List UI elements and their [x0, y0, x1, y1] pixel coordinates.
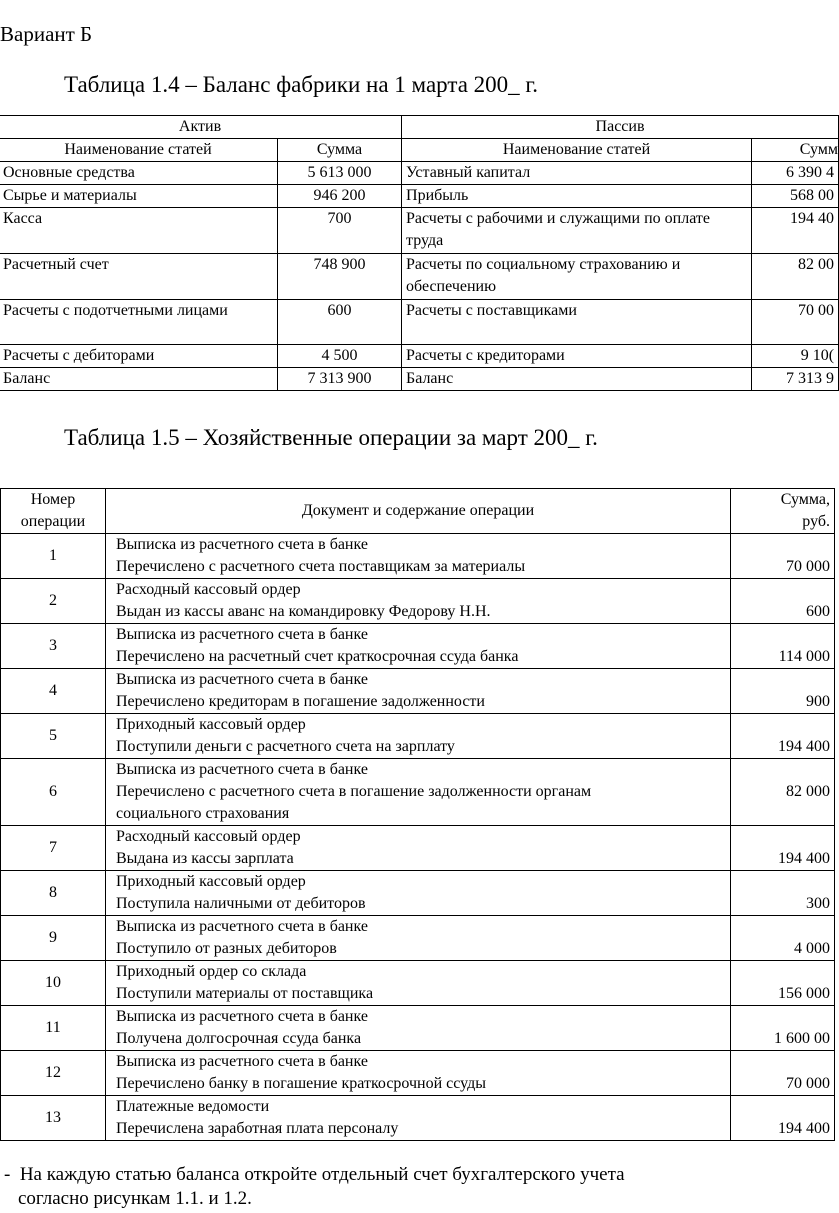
operation-row — [1, 624, 835, 669]
operation-document: Выписка из расчетного счета в банке — [116, 671, 368, 688]
passiv-item-name: Прибыль — [402, 185, 752, 208]
operation-content: Выдана из кассы зарплата — [116, 850, 294, 867]
footnote — [4, 1163, 625, 1211]
balance-row — [0, 345, 839, 368]
aktiv-item-name: Баланс — [0, 368, 278, 391]
aktiv-item-name: Расчеты с подотчетными лицами — [0, 300, 278, 345]
operation-number: 8 — [1, 871, 106, 916]
operation-content: Перечислено кредиторам в погашение задолженности — [116, 693, 485, 710]
operation-description — [106, 1051, 731, 1096]
operation-content: Поступило от разных дебиторов — [116, 940, 337, 957]
operation-description — [106, 826, 731, 871]
passiv-item-sum: 194 40 — [752, 208, 839, 254]
operation-sum: 70 000 — [731, 1051, 835, 1096]
operation-number: 13 — [1, 1096, 106, 1141]
operation-number-header-line2: операции — [20, 513, 86, 530]
operation-document: Приходный ордер со склада — [116, 963, 307, 980]
operation-number: 4 — [1, 669, 106, 714]
operation-row — [1, 826, 835, 871]
operation-row — [1, 669, 835, 714]
aktiv-item-sum: 946 200 — [278, 185, 402, 208]
operation-content: Перечислено с расчетного счета поставщикам за материалы — [116, 558, 526, 575]
operation-description — [106, 624, 731, 669]
operation-sum: 194 400 — [731, 714, 835, 759]
passiv-item-sum: 9 10( — [752, 345, 839, 368]
passiv-item-name: Баланс — [402, 368, 752, 391]
operation-number: 9 — [1, 916, 106, 961]
aktiv-item-name: Сырье и материалы — [0, 185, 278, 208]
operation-description — [106, 871, 731, 916]
operation-content: Перечислено банку в погашение краткосрочной ссуды — [116, 1075, 487, 1092]
operation-row — [1, 1051, 835, 1096]
operation-document: Платежные ведомости — [116, 1098, 270, 1115]
passiv-name-column-header: Наименование статей — [402, 139, 752, 162]
balance-row — [0, 185, 839, 208]
aktiv-item-sum: 7 313 900 — [278, 368, 402, 391]
passiv-item-name: Уставный капитал — [402, 162, 752, 185]
operation-content: Перечислено на расчетный счет краткосрочная ссуда банка — [116, 648, 519, 665]
balance-row — [0, 162, 839, 185]
operation-number: 2 — [1, 579, 106, 624]
operation-content: Поступила наличными от дебиторов — [116, 895, 366, 912]
passiv-header: Пассив — [402, 116, 839, 139]
operation-document: Выписка из расчетного счета в банке — [116, 918, 368, 935]
sum-header-line1: Сумма, — [780, 491, 830, 508]
balance-row — [0, 254, 839, 300]
table-1-5-title: Таблица 1.5 – Хозяйственные операции за март 200_ г. — [64, 425, 598, 450]
balance-table — [0, 115, 839, 391]
operation-content: Перечислено с расчетного счета в погашение задолженности органам — [116, 783, 592, 800]
operation-sum: 82 000 — [731, 759, 835, 826]
operation-content: Перечислена заработная плата персоналу — [116, 1120, 399, 1137]
operation-number: 7 — [1, 826, 106, 871]
aktiv-sum-column-header: Сумма — [278, 139, 402, 162]
balance-row — [0, 300, 839, 345]
operation-description — [106, 714, 731, 759]
operation-sum: 300 — [731, 871, 835, 916]
passiv-item-name: Расчеты с поставщиками — [402, 300, 752, 345]
aktiv-item-sum: 700 — [278, 208, 402, 254]
operation-number: 3 — [1, 624, 106, 669]
operation-number: 1 — [1, 534, 106, 579]
operation-sum: 600 — [731, 579, 835, 624]
operation-content: Поступили деньги с расчетного счета на зарплату — [116, 738, 455, 755]
operation-row — [1, 871, 835, 916]
operation-description — [106, 759, 731, 826]
passiv-item-name: Расчеты с рабочими и служащими по оплате труда — [402, 208, 752, 254]
operation-row — [1, 759, 835, 826]
passiv-sum-column-header: Сумм — [752, 139, 839, 162]
aktiv-item-sum: 4 500 — [278, 345, 402, 368]
sum-header-line2: руб. — [802, 513, 830, 530]
balance-row — [0, 208, 839, 254]
operation-row — [1, 1006, 835, 1051]
passiv-item-sum: 568 00 — [752, 185, 839, 208]
operation-content: Выдан из кассы аванс на командировку Федорову Н.Н. — [116, 603, 491, 620]
passiv-item-name: Расчеты по социальному страхованию и обеспечению — [402, 254, 752, 300]
sum-column-header — [731, 489, 835, 534]
operation-sum: 156 000 — [731, 961, 835, 1006]
operation-description — [106, 534, 731, 579]
variant-heading: Вариант Б — [0, 22, 93, 46]
operation-description — [106, 1096, 731, 1141]
operation-number: 11 — [1, 1006, 106, 1051]
aktiv-item-sum: 5 613 000 — [278, 162, 402, 185]
operation-row — [1, 1096, 835, 1141]
operation-sum: 1 600 00 — [731, 1006, 835, 1051]
table-1-4-title: Таблица 1.4 – Баланс фабрики на 1 марта 200_ г. — [64, 72, 538, 97]
operation-row — [1, 534, 835, 579]
operation-number: 12 — [1, 1051, 106, 1096]
operation-sum: 900 — [731, 669, 835, 714]
passiv-item-sum: 70 00 — [752, 300, 839, 345]
operation-description — [106, 1006, 731, 1051]
aktiv-item-name: Расчеты с дебиторами — [0, 345, 278, 368]
operation-description — [106, 579, 731, 624]
operation-number-column-header — [1, 489, 106, 534]
operation-sum: 194 400 — [731, 1096, 835, 1141]
operation-number: 6 — [1, 759, 106, 826]
operation-document: Выписка из расчетного счета в банке — [116, 761, 368, 778]
operation-document: Расходный кассовый ордер — [116, 828, 301, 845]
operation-document: Выписка из расчетного счета в банке — [116, 1053, 368, 1070]
passiv-item-sum: 6 390 4 — [752, 162, 839, 185]
operation-content-continued: социального страхования — [116, 805, 290, 822]
operation-sum: 194 400 — [731, 826, 835, 871]
aktiv-item-name: Расчетный счет — [0, 254, 278, 300]
aktiv-item-sum: 748 900 — [278, 254, 402, 300]
operation-document: Выписка из расчетного счета в банке — [116, 536, 368, 553]
operation-content: Получена долгосрочная ссуда банка — [116, 1030, 362, 1047]
operation-row — [1, 579, 835, 624]
operations-table — [0, 488, 835, 1141]
operation-document: Выписка из расчетного счета в банке — [116, 626, 368, 643]
operation-description — [106, 669, 731, 714]
operation-document: Расходный кассовый ордер — [116, 581, 301, 598]
operation-sum: 4 000 — [731, 916, 835, 961]
operation-sum: 114 000 — [731, 624, 835, 669]
operation-document: Выписка из расчетного счета в банке — [116, 1008, 368, 1025]
operation-row — [1, 961, 835, 1006]
operation-row — [1, 714, 835, 759]
operation-row — [1, 916, 835, 961]
balance-row — [0, 368, 839, 391]
aktiv-item-name: Основные средства — [0, 162, 278, 185]
aktiv-item-sum: 600 — [278, 300, 402, 345]
passiv-item-sum: 82 00 — [752, 254, 839, 300]
aktiv-name-column-header: Наименование статей — [0, 139, 278, 162]
operation-number: 5 — [1, 714, 106, 759]
footnote-dash: - — [4, 1164, 11, 1185]
aktiv-header: Актив — [0, 116, 402, 139]
aktiv-item-name: Касса — [0, 208, 278, 254]
operation-sum: 70 000 — [731, 534, 835, 579]
footnote-line2: согласно рисункам 1.1. и 1.2. — [18, 1188, 252, 1209]
operation-document: Приходный кассовый ордер — [116, 716, 306, 733]
operation-description — [106, 961, 731, 1006]
document-column-header: Документ и содержание операции — [106, 489, 731, 534]
operation-number-header-line1: Номер — [30, 491, 76, 508]
operation-document: Приходный кассовый ордер — [116, 873, 306, 890]
passiv-item-sum: 7 313 9 — [752, 368, 839, 391]
operation-number: 10 — [1, 961, 106, 1006]
passiv-item-name: Расчеты с кредиторами — [402, 345, 752, 368]
operation-description — [106, 916, 731, 961]
footnote-line1: На каждую статью баланса откройте отдельный счет бухгалтерского учета — [19, 1164, 625, 1185]
operation-content: Поступили материалы от поставщика — [116, 985, 374, 1002]
